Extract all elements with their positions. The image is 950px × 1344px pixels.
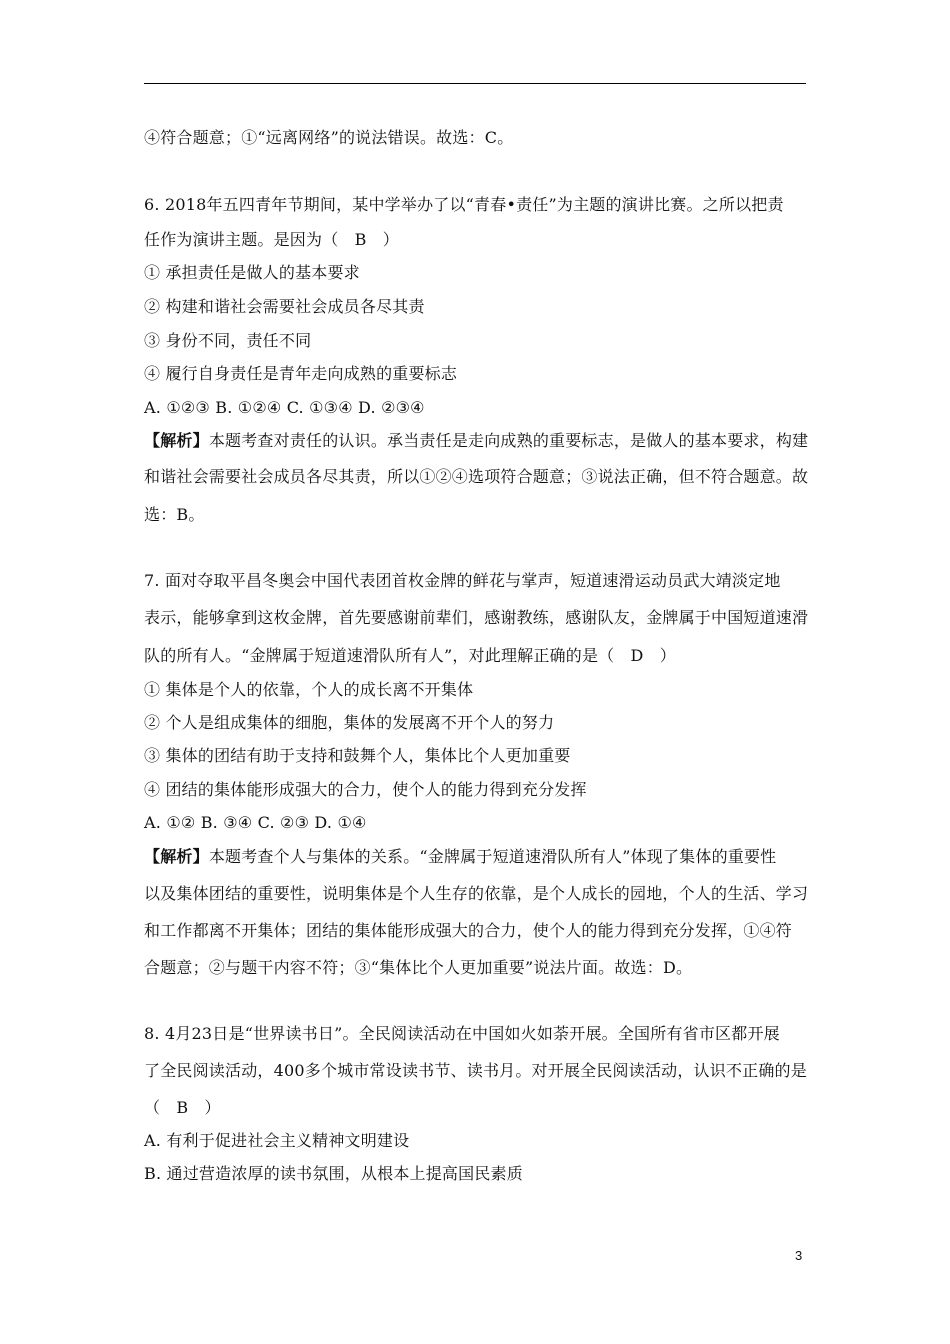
q7-item-3: ③ 集体的团结有助于支持和鼓舞个人，集体比个人更加重要 [144, 746, 571, 765]
q8-option-b: B. 通过营造浓厚的读书氛围，从根本上提高国民素质 [144, 1164, 523, 1183]
page-number: 3 [795, 1248, 803, 1263]
q6-analysis-line-1 [144, 430, 814, 452]
q6-item-3: ③ 身份不同，责任不同 [144, 331, 312, 350]
q7-analysis-line-2: 以及集体团结的重要性，说明集体是个人生存的依靠，是个人成长的园地，个人的生活、学习 [144, 884, 809, 903]
q6-stem-line-2: 任作为演讲主题。是因为（ B ） [144, 230, 399, 249]
q6-item-1: ① 承担责任是做人的基本要求 [144, 263, 360, 282]
q7-options: A. ①② B. ③④ C. ②③ D. ①④ [144, 813, 367, 832]
q8-stem-line-3: （ B ） [144, 1098, 221, 1117]
q8-stem-line-1: 8. 4月23日是“世界读书日”。全民阅读活动在中国如火如荼开展。全国所有省市区都开展 [144, 1024, 780, 1043]
q6-item-2: ② 构建和谐社会需要社会成员各尽其责 [144, 297, 425, 316]
q7-analysis-line-3: 和工作都离不开集体；团结的集体能形成强大的合力，使个人的能力得到充分发挥，①④符 [144, 921, 793, 940]
q7-analysis-text-1: 本题考查个人与集体的关系。“金牌属于短道速滑队所有人”体现了集体的重要性 [208, 847, 777, 866]
carry-over-text: ④符合题意；①“远离网络”的说法错误。故选：C。 [144, 128, 514, 147]
q7-item-2: ② 个人是组成集体的细胞，集体的发展离不开个人的努力 [144, 713, 555, 732]
q7-item-1: ① 集体是个人的依靠，个人的成长离不开集体 [144, 680, 474, 699]
q6-analysis-tag: 【解析】 [144, 431, 209, 450]
q6-analysis-line-3: 选：B。 [144, 505, 205, 524]
q6-analysis-text-1: 本题考查对责任的认识。承当责任是走向成熟的重要标志，是做人的基本要求，构建 [208, 431, 809, 450]
q6-stem-line-1: 6. 2018年五四青年节期间，某中学举办了以“青春•责任”为主题的演讲比赛。之所以把责 [144, 195, 784, 214]
q8-option-a: A. 有利于促进社会主义精神文明建设 [144, 1131, 410, 1150]
q7-stem-line-1: 7. 面对夺取平昌冬奥会中国代表团首枚金牌的鲜花与掌声，短道速滑运动员武大靖淡定地 [144, 571, 781, 590]
q6-options: A. ①②③ B. ①②④ C. ①③④ D. ②③④ [144, 398, 425, 417]
q7-analysis-tag: 【解析】 [144, 847, 209, 866]
q7-stem-line-3: 队的所有人。“金牌属于短道速滑队所有人”，对此理解正确的是（ D ） [144, 646, 676, 665]
q7-item-4: ④ 团结的集体能形成强大的合力，使个人的能力得到充分发挥 [144, 780, 587, 799]
q8-stem-line-2: 了全民阅读活动，400多个城市常设读书节、读书月。对开展全民阅读活动，认识不正确的是 [144, 1061, 807, 1080]
q7-analysis-line-4: 合题意；②与题干内容不符；③“集体比个人更加重要”说法片面。故选：D。 [144, 958, 693, 977]
q6-analysis-line-2: 和谐社会需要社会成员各尽其责，所以①②④选项符合题意；③说法正确，但不符合题意。故 [144, 467, 809, 486]
q6-item-4: ④ 履行自身责任是青年走向成熟的重要标志 [144, 364, 458, 383]
header-rule [144, 83, 806, 84]
q7-analysis-line-1 [144, 846, 814, 868]
q7-stem-line-2: 表示，能够拿到这枚金牌，首先要感谢前辈们，感谢教练，感谢队友，金牌属于中国短道速滑 [144, 608, 809, 627]
